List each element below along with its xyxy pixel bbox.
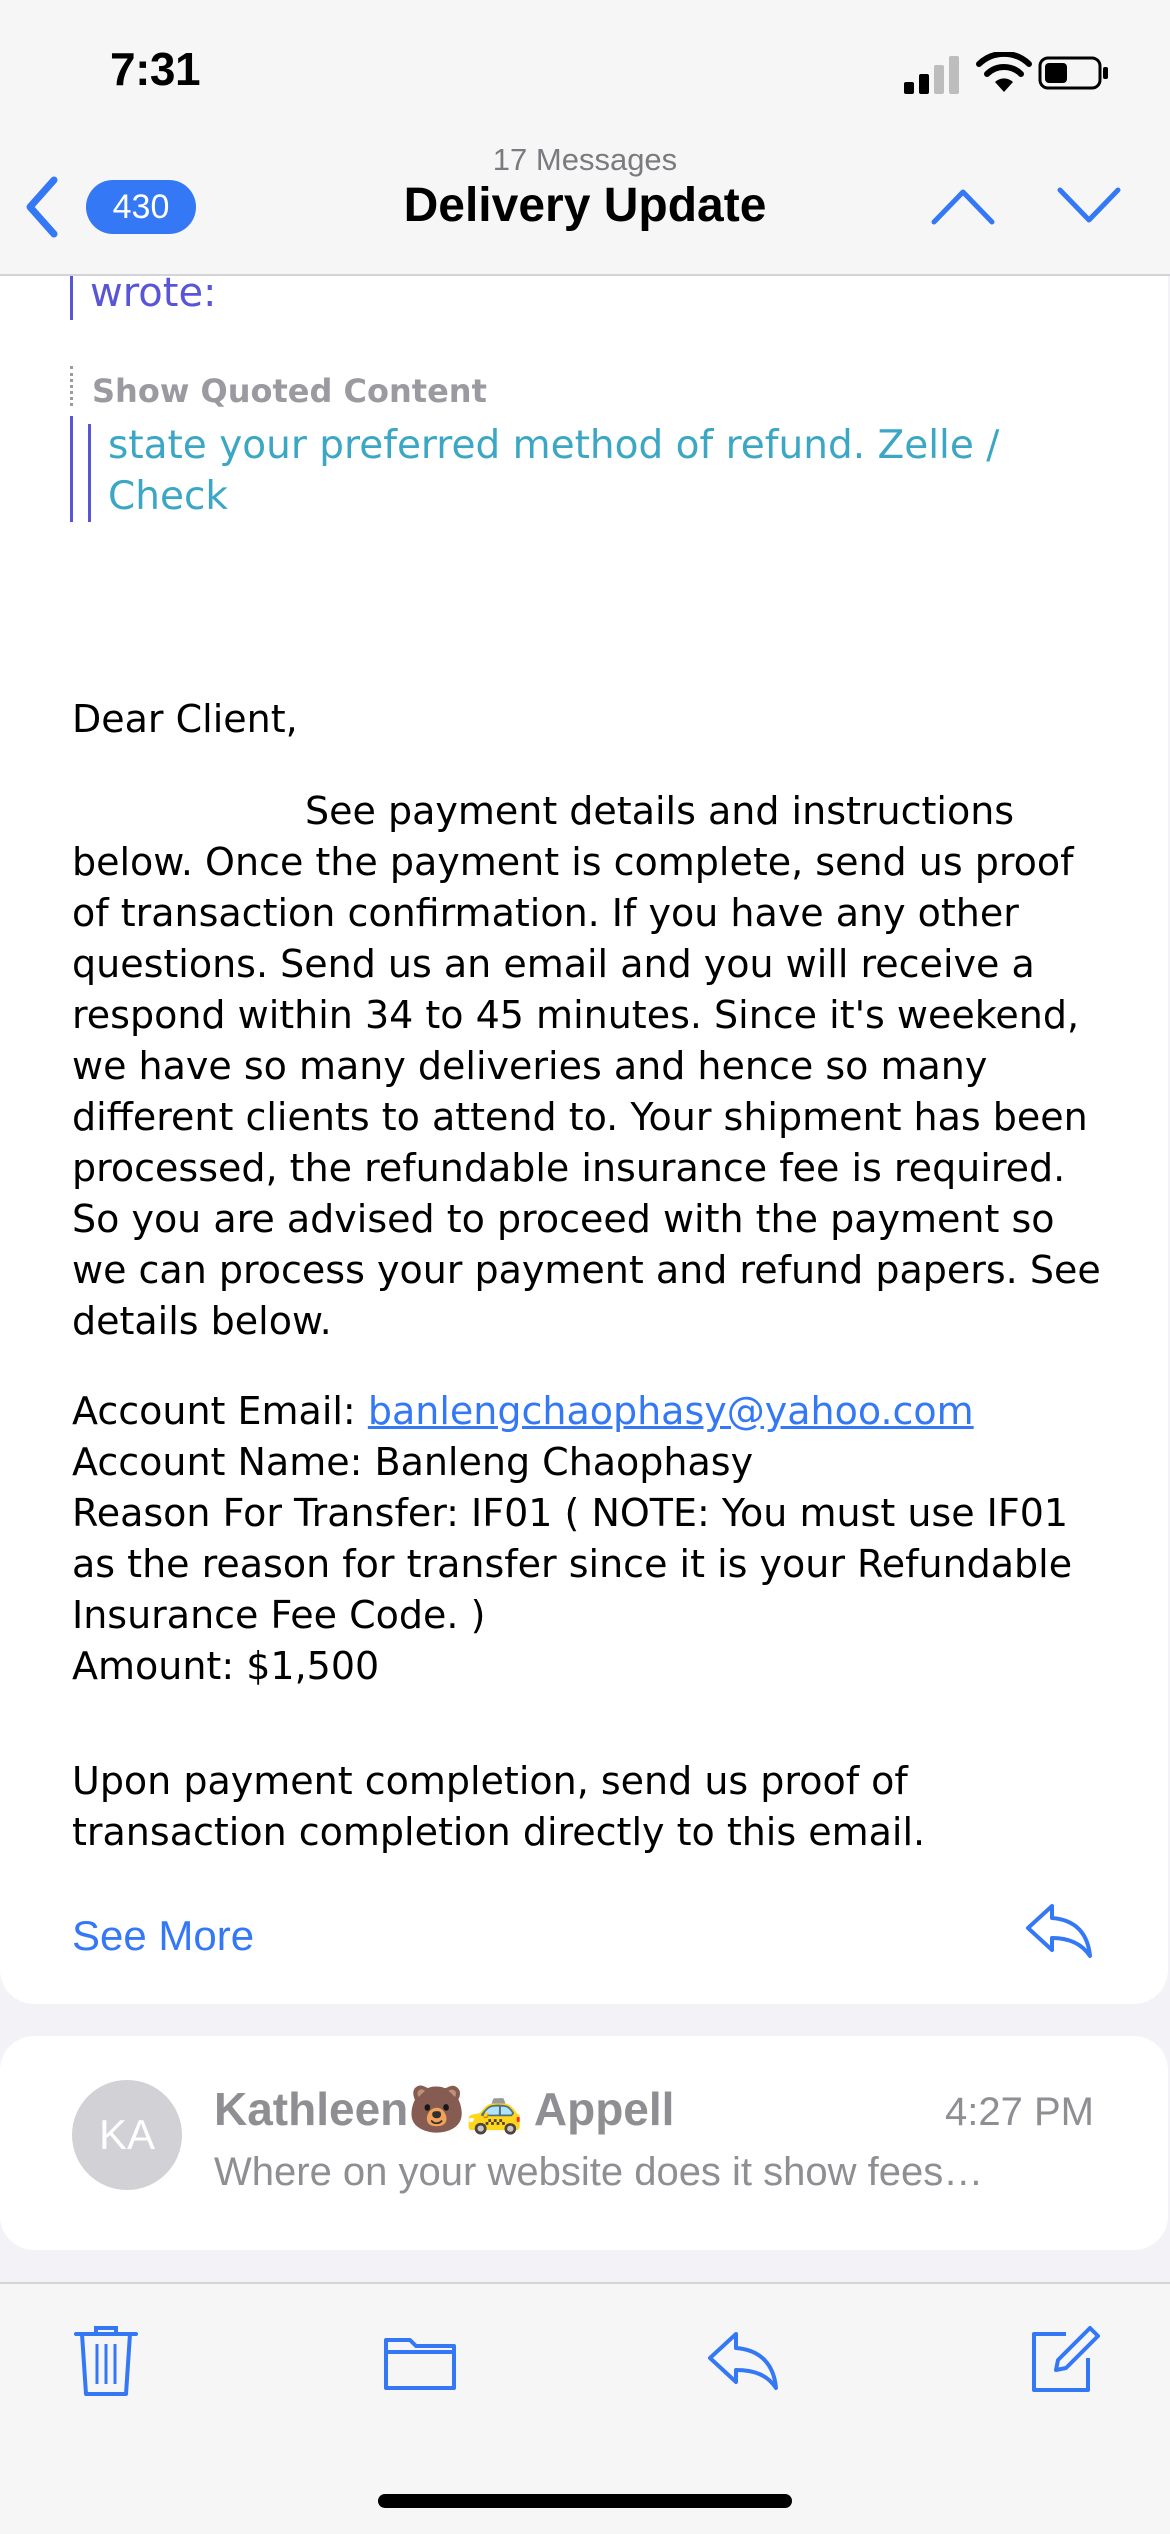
message-time: 4:27 PM: [945, 2090, 1094, 2134]
account-details: [72, 1386, 1112, 1692]
compose-icon[interactable]: [1022, 2320, 1102, 2400]
amount-line: Amount: $1,500: [72, 1644, 380, 1688]
quote-dotted-bar: [70, 366, 73, 406]
message-preview: Where on your website does it show fees…: [214, 2150, 984, 2194]
thread-subject-title: Delivery Update: [403, 179, 767, 232]
thread-message-count: 17 Messages: [492, 142, 678, 177]
cellular-signal-icon: [904, 54, 960, 94]
reply-arrow-icon[interactable]: [1022, 1900, 1094, 1960]
show-quoted-content-button[interactable]: Show Quoted Content: [92, 372, 487, 410]
avatar: KA: [72, 2080, 182, 2190]
see-more-link[interactable]: See More: [72, 1912, 255, 1959]
reply-icon[interactable]: [702, 2320, 782, 2400]
sender-name: Kathleen🐻🚕 Appell: [214, 2083, 675, 2135]
message-closing: Upon payment completion, send us proof of transaction completion directly to this email.: [72, 1759, 926, 1854]
account-email-label: Account Email:: [72, 1389, 368, 1433]
chevron-down-icon[interactable]: [1056, 186, 1122, 226]
chevron-up-icon[interactable]: [930, 186, 996, 226]
quoted-text: state your preferred method of refund. Zelle / Check: [108, 423, 1000, 519]
trash-icon[interactable]: [66, 2320, 146, 2400]
account-email-line: [72, 1386, 1112, 1437]
quote-bar: [70, 276, 73, 320]
battery-icon: [1038, 56, 1110, 90]
account-name-line: Account Name: Banleng Chaophasy: [72, 1440, 754, 1484]
wifi-icon: [976, 52, 1032, 94]
transfer-reason-line: Reason For Transfer: IF01 ( NOTE: You must use IF01 as the reason for transfer since it is your Refundable Insurance Fee Code. ): [72, 1491, 1073, 1637]
home-indicator: [378, 2494, 792, 2508]
status-time: 7:31: [110, 43, 201, 95]
message-paragraph: See payment details and instructions below. Once the payment is complete, send us proof of transaction confirmation. If you have any other questions. Send us an email and you will receive a respond within 34 to 45 minutes. Since it's weekend, we have so many deliveries and hence so many different clients to attend to. Your shipment has been processed, the refundable insurance fee is required. So you are advised to proceed with the payment so we can process your payment and refund papers. See details below.: [72, 789, 1101, 1343]
folder-icon[interactable]: [380, 2320, 460, 2400]
message-greeting: Dear Client,: [72, 697, 298, 741]
quote-bar-inner: [88, 424, 91, 522]
quote-attribution: wrote:: [90, 270, 217, 316]
account-email-link[interactable]: banlengchaophasy@yahoo.com: [367, 1389, 974, 1433]
back-mailbox-count-badge[interactable]: 430: [86, 180, 196, 234]
quote-bar-outer: [70, 416, 73, 522]
